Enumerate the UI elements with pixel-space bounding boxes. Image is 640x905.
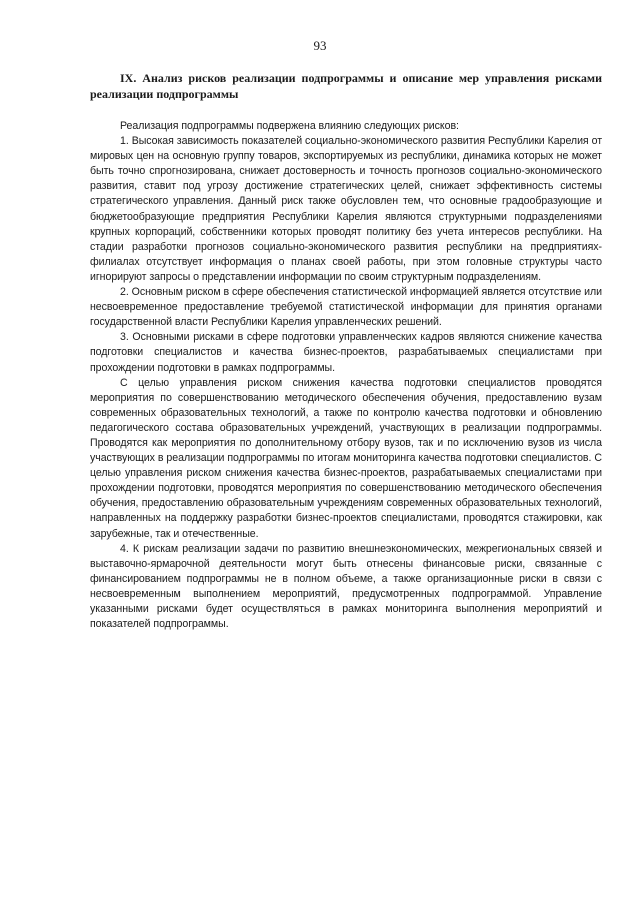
paragraph-risk-1: 1. Высокая зависимость показателей социально-экономического развития Республики Карелия от мировых цен на основную группу товаров, экспортируемых из республики, динамика которых не может быть точно спрогнозирована, снижает достоверность и точность прогнозов социально-экономического развития, ставит под угрозу достижение стратегических целей, снижает эффективность системы стратегического управления. Данный риск также обусловлен тем, что основные градообразующие и бюджетообразующие предприятия Республики Карелия являются структурными подразделениями крупных корпораций, собственники которых проводят политику без учета интересов республики. На стадии разработки прогнозов социально-экономического развития республики на предприятиях-филиалах отсутствует информация о планах своей работы, при этом головные структуры часто игнорируют запросы о представлении информации по своим структурным подразделениям. [90,135,602,283]
document-body [90,71,602,632]
paragraph-risk-3: 3. Основными рисками в сфере подготовки управленческих кадров являются снижение качества подготовки специалистов и качества бизнес-проектов, разрабатываемых специалистами при прохождении подготовки в рамках подпрограммы. [90,331,602,374]
paragraph-intro: Реализация подпрограммы подвержена влиянию следующих рисков: [120,120,459,132]
page-number: 93 [313,38,327,53]
paragraph-risk-3-measures: С целью управления риском снижения качества подготовки специалистов проводятся мероприятия по совершенствованию методического обеспечения обучения, предоставлению вузам современных образовательных технологий, а также по контролю качества подготовки и обновлению педагогического состава образовательных учреждений, участвующих в реализации подпрограммы. Проводятся как мероприятия по дополнительному отбору вузов, так и по исключению вузов из числа участвующих в реализации подпрограммы по итогам мониторинга качества подготовки специалистов. С целью управления риском снижения качества бизнес-проектов, разрабатываемых специалистами при прохождении подготовки, проводятся мероприятия по совершенствованию методического обеспечения обучения, предоставлению образовательным учреждениям современных образовательных технологий, направленных на поддержку разработки бизнес-проектов специалистами, проводятся стажировки, как зарубежные, так и отечественные. [90,376,602,540]
paragraph-risk-4: 4. К рискам реализации задачи по развитию внешнеэкономических, межрегиональных связей и выставочно-ярмарочной деятельности могут быть отнесены финансовые риски, связанные с финансированием подпрограммы не в полном объеме, а также организационные риски в связи с несвоевременным выполнением мероприятий, предусмотренных подпрограммой. Управление указанными рисками будет осуществляться в рамках мониторинга выполнения мероприятий и показателей подпрограммы. [90,542,602,631]
section-heading: IX. Анализ рисков реализации подпрограммы и описание мер управления рисками реализации подпрограммы [90,71,602,101]
paragraph-risk-2: 2. Основным риском в сфере обеспечения статистической информацией является отсутствие или несвоевременное предоставление требуемой статистической информации для принятия органами государственной власти Республики Карелия управленческих решений. [90,286,602,329]
